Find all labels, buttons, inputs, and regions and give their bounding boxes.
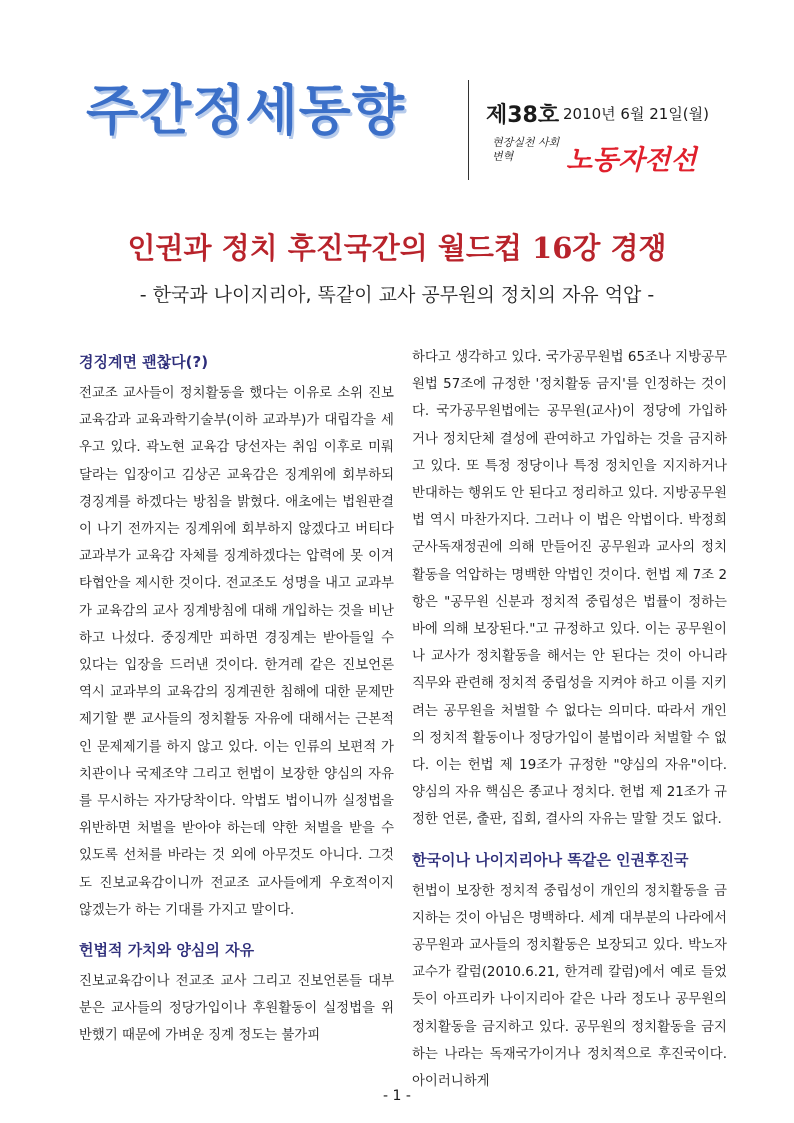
left-column xyxy=(79,348,394,1050)
right-column xyxy=(412,344,727,1095)
issue-number: 제38호 xyxy=(486,103,560,128)
masthead-title: 주간정세동향 xyxy=(86,79,405,142)
brand-name: 노동자전선 xyxy=(566,145,697,176)
section-body: 헌법이 보장한 정치적 중립성이 개인의 정치활동을 금지하는 것이 아님은 명백하다. 세계 대부분의 나라에서 공무원과 교사들의 정치활동은 보장되고 있다. 박노자 교수가 칼럼(2010.6.21, 한겨레 칼럼)에서 예로 들었듯이 아프리카 나이지리아 같은 나라 정도나 공무원의 정치활동을 금지하고 있다. 공무원의 정치활동을 금지하는 나라는 독재국가이거나 정치적으로 후진국이다. 아이러니하게 xyxy=(412,883,727,1090)
section-heading: 한국이나 나이지리아나 똑같은 인권후진국 xyxy=(412,850,689,869)
masthead-divider xyxy=(468,80,469,180)
section-heading: 헌법적 가치와 양심의 자유 xyxy=(79,941,255,960)
section-body-part-left: 진보교육감이나 전교조 교사 그리고 진보언론들 대부분은 교사들의 정당가입이나 후원활동이 실정법을 위반했기 때문에 가벼운 징계 정도는 불가피 xyxy=(79,974,394,1044)
section-body: 전교조 교사들이 정치활동을 했다는 이유로 소위 진보교육감과 교육과학기술부(이하 교과부)가 대립각을 세우고 있다. 곽노현 교육감 당선자는 취임 이후로 미뤄달라는 입장이고 김상곤 교육감은 징계위에 회부하되 경징계를 하겠다는 방침을 밝혔다. 애초에는 법원판결이 나기 전까지는 징계위에 회부하지 않겠다고 버티다 교과부가 교육감 자체를 징계하겠다는 압력에 못 이겨 타협안을 제시한 것이다. 전교조도 성명을 내고 교과부가 교육감의 교사 징계방침에 대해 개입하는 것을 비난하고 나섰다. 중징계만 피하면 경징계는 받아들일 수 있다는 입장을 드러낸 것이다. 한겨레 같은 진보언론 역시 교과부의 교육감의 징계권한 침해에 대한 문제만 제기할 뿐 교사들의 정치활동 자유에 대해서는 근본적인 문제제기를 하지 않고 있다. 이는 인류의 보편적 가치관이나 국제조약 그리고 헌법이 보장한 양심의 자유를 무시하는 자가당착이다. 악법도 법이니까 실정법을 위반하면 처벌을 받아야 하는데 약한 처벌을 받을 수 있도록 선처를 바라는 것 외에 아무것도 아니다. 그것도 진보교육감이니까 전교조 교사들에게 우호적이지 않겠는가 하는 기대를 가지고 말이다. xyxy=(79,386,394,918)
headline: 인권과 정치 후진국간의 월드컵 16강 경쟁 xyxy=(127,231,667,265)
section-heading: 경징계면 괜찮다(?) xyxy=(79,353,209,371)
publication-date: 2010년 6월 21일(월) xyxy=(563,105,710,123)
slogan: 현장실천 사회변혁 xyxy=(492,136,560,163)
page-number: - 1 - xyxy=(383,1088,411,1104)
section-body-part-right: 하다고 생각하고 있다. 국가공무원법 65조나 지방공무원법 57조에 규정한 '정치활동 금지'를 인정하는 것이다. 국가공무원법에는 공무원(교사)이 정당에 가입하거나 정치단체 결성에 관여하고 가입하는 것을 금지하고 있다. 또 특정 정당이나 특정 정치인을 지지하거나 반대하는 행위도 안 된다고 정리하고 있다. 지방공무원법 역시 마찬가지다. 그러나 이 법은 악법이다. 박정희 군사독재정권에 의해 만들어진 공무원과 교사의 정치활동을 억압하는 명백한 악법인 것이다. 헌법 제 7조 2항은 "공무원 신분과 정치적 중립성은 법률이 정하는 바에 의해 보장된다."고 규정하고 있다. 이는 공무원이나 교사가 정치활동을 해서는 안 된다는 것이 아니라 직무와 관련해 정치적 중립성을 지켜야 하고 이를 지키려는 공무원을 처벌할 수 없다는 의미다. 따라서 개인의 정치적 활동이나 정당가입이 불법이라 처벌할 수 없다. 이는 헌법 제 19조가 규정한 "양심의 자유"이다. 양심의 자유 핵심은 종교나 정치다. 헌법 제 21조가 규정한 언론, 출판, 집회, 결사의 자유는 말할 것도 없다. xyxy=(412,350,727,828)
section-body xyxy=(79,968,394,1050)
section-body-continued xyxy=(412,344,727,834)
subheadline: - 한국과 나이지리아, 똑같이 교사 공무원의 정치의 자유 억압 - xyxy=(139,284,655,306)
